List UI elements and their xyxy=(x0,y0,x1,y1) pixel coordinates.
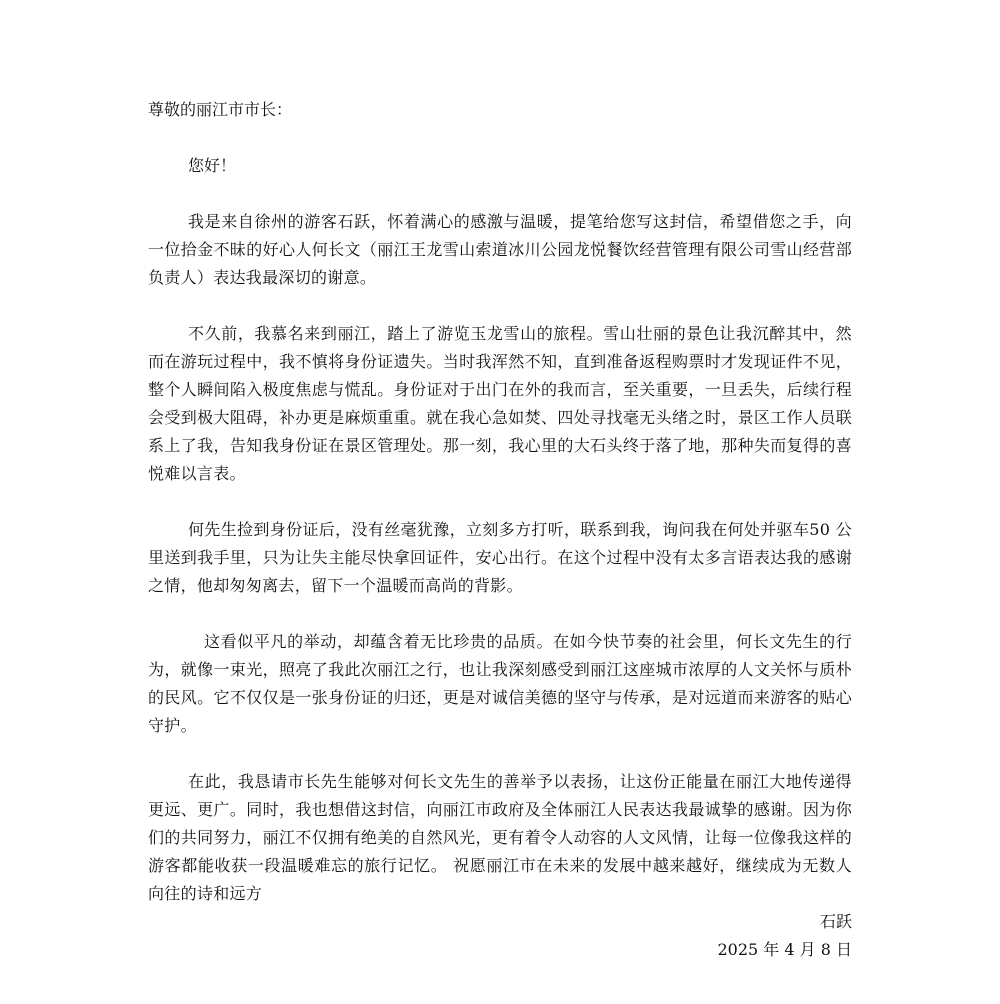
signature-name: 石跃 xyxy=(819,912,852,931)
greeting: 您好！ xyxy=(188,156,237,175)
salutation: 尊敬的丽江市市长： xyxy=(148,100,293,119)
paragraph-introduction: 我是来自徐州的游客石跃，怀着满心的感激与温暖，提笔给您写这封信，希望借您之手，向一位拾金不昧的好心人何长文（丽江王龙雪山索道冰川公园龙悦餐饮经营管理有限公司雪山经营部 负责人）表达我最深切的谢意。 xyxy=(148,212,852,287)
paragraph-praise: 这看似平凡的举动，却蕴含着无比珍贵的品质。在如今快节奏的社会里，何长文先生的行为，就像一束光，照亮了我此次丽江之行，也让我深刻感受到丽江这座城市浓厚的人文关怀与质朴的民风。它不仅仅是一张身份证的归还，更是对诚信美德的坚守与传承，是对远道而来游客的贴心守护。 xyxy=(148,632,852,735)
signature-date: 2025 年 4 月 8 日 xyxy=(717,940,852,959)
letter-body xyxy=(148,96,852,964)
paragraph-lost-id-story: 不久前，我慕名来到丽江，踏上了游览玉龙雪山的旅程。雪山壮丽的景色让我沉醉其中，然而在游玩过程中，我不慎将身份证遗失。当时我浑然不知，直到准备返程购票时才发现证件不见，整个人瞬间陷入极度焦虑与慌乱。身份证对于出门在外的我而言，至关重要，一旦丢失，后续行程会受到极大阻碍，补办更是麻烦重重。就在我心急如焚、四处寻找毫无头绪之时，景区工作人员联系上了我，告知我身份证在景区管理处。那一刻，我心里的大石头终于落了地，那种失而复得的喜悦难以言表。 xyxy=(148,324,852,483)
paragraph-request-and-wishes: 在此，我恳请市长先生能够对何长文先生的善举予以表扬，让这份正能量在丽江大地传递得更远、更广。同时，我也想借这封信，向丽江市政府及全体丽江人民表达我最诚挚的感谢。因为你们的共同努力，丽江不仅拥有绝美的自然风光，更有着令人动容的人文风情，让每一位像我这样的游客都能收获一段温暖难忘的旅行记忆。 祝愿丽江市在未来的发展中越来越好，继续成为无数人向往的诗和远方 xyxy=(148,772,852,903)
paragraph-return-of-id: 何先生捡到身份证后，没有丝毫犹豫，立刻多方打听，联系到我，询问我在何处并驱车50 公里送到我手里，只为让失主能尽快拿回证件，安心出行。在这个过程中没有太多言语表达我的感谢之情，他却匆匆离去，留下一个温暖而高尚的背影。 xyxy=(148,520,852,595)
